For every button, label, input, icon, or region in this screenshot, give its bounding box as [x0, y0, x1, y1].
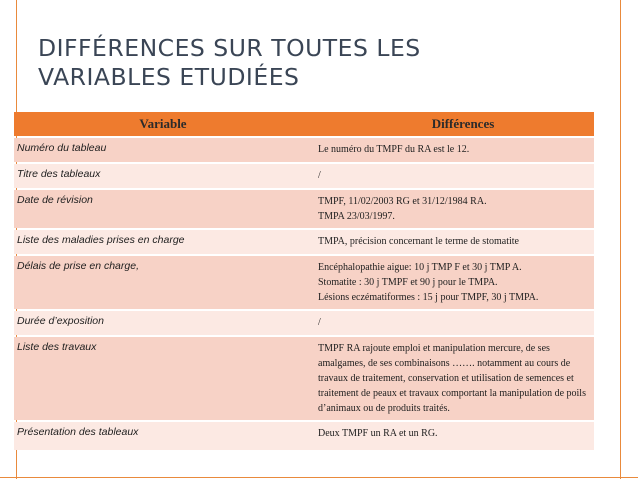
variable-cell: Date de révision — [14, 190, 312, 228]
variable-cell: Liste des travaux — [14, 337, 312, 420]
bottom-accent-rule — [0, 477, 638, 478]
difference-line: TMPF, 11/02/2003 RG et 31/12/1984 RA. — [318, 196, 487, 207]
slide-title — [38, 34, 598, 92]
difference-line: / — [318, 170, 321, 181]
difference-line: travaux de traitement, conservation et utilisation de semences et — [318, 373, 574, 384]
variable-cell: Durée d’exposition — [14, 311, 312, 335]
difference-line: Deux TMPF un RA et un RG. — [318, 428, 438, 439]
difference-line: amalgames, de ses combinaisons ……. notamment au cours de — [318, 358, 571, 369]
variable-cell: Liste des maladies prises en charge — [14, 230, 312, 254]
differences-cell — [312, 164, 594, 188]
difference-line: Stomatite : 30 j TMPF et 90 j pour le TMPA. — [318, 277, 498, 288]
differences-cell — [312, 337, 594, 420]
table-row — [14, 190, 594, 228]
variable-cell: Délais de prise en charge, — [14, 256, 312, 309]
differences-cell — [312, 190, 594, 228]
differences-cell — [312, 230, 594, 254]
differences-cell — [312, 138, 594, 162]
variable-cell: Titre des tableaux — [14, 164, 312, 188]
table-row — [14, 311, 594, 335]
header-variable: Variable — [14, 112, 312, 136]
slide-title-line-2: VARIABLES ETUDIÉES — [38, 63, 300, 91]
difference-line: / — [318, 317, 321, 328]
variable-cell: Numéro du tableau — [14, 138, 312, 162]
differences-table — [14, 110, 594, 452]
table-row — [14, 422, 594, 450]
differences-cell — [312, 256, 594, 309]
table-row — [14, 138, 594, 162]
slide-title-line-1: DIFFÉRENCES SUR TOUTES LES — [38, 34, 421, 62]
right-accent-rule — [620, 0, 621, 479]
difference-line: TMPA, précision concernant le terme de stomatite — [318, 236, 519, 247]
differences-cell — [312, 422, 594, 450]
variable-cell: Présentation des tableaux — [14, 422, 312, 450]
difference-line: Lésions eczématiformes : 15 j pour TMPF, 30 j TMPA. — [318, 292, 539, 303]
table-row — [14, 164, 594, 188]
table-header-row — [14, 112, 594, 136]
difference-line: TMPA 23/03/1997. — [318, 211, 395, 222]
difference-line: d’animaux ou de produits traités. — [318, 403, 450, 414]
difference-line: Encéphalopathie aigue: 10 j TMP F et 30 j TMP A. — [318, 262, 522, 273]
table-row — [14, 230, 594, 254]
difference-line: TMPF RA rajoute emploi et manipulation mercure, de ses — [318, 343, 550, 354]
table-row — [14, 256, 594, 309]
differences-cell — [312, 311, 594, 335]
header-differences: Différences — [312, 112, 594, 136]
difference-line: traitement de peaux et travaux comportant la manipulation de poils — [318, 388, 586, 399]
table-row — [14, 337, 594, 420]
difference-line: Le numéro du TMPF du RA est le 12. — [318, 144, 470, 155]
